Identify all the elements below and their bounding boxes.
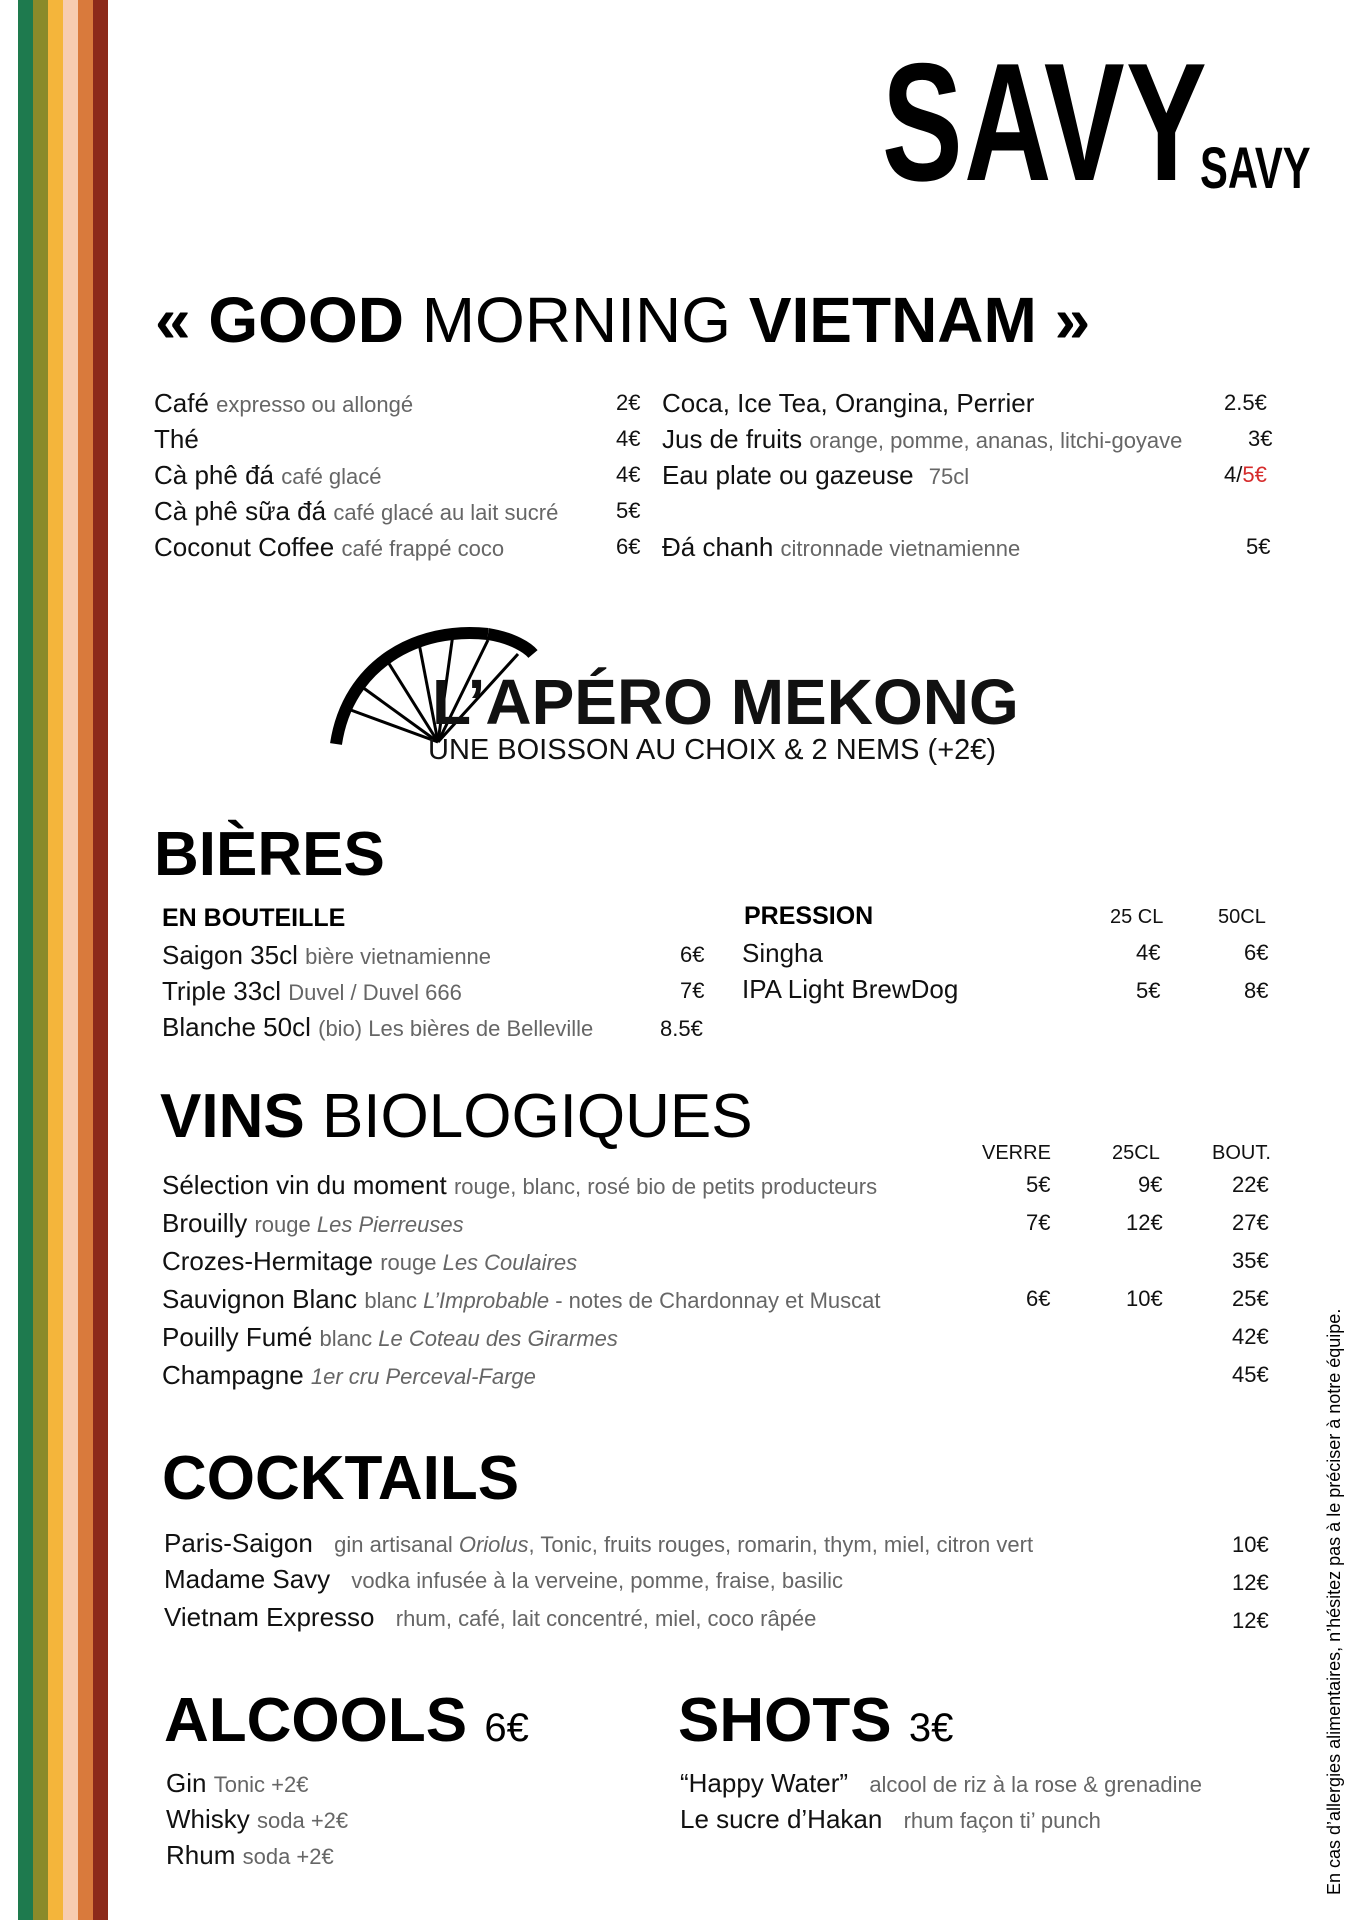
stripe <box>18 0 33 1920</box>
menu-item: Cà phê sữa đá café glacé au lait sucré <box>154 496 559 526</box>
menu-item: Coca, Ice Tea, Orangina, Perrier <box>662 388 1035 418</box>
menu-price: 6€ <box>1244 940 1269 965</box>
column-header-verre: VERRE <box>982 1142 1051 1164</box>
menu-item: Gin Tonic +2€ <box>166 1768 309 1798</box>
menu-price: 4€ <box>616 462 641 487</box>
menu-price: 10€ <box>1126 1286 1163 1311</box>
decorative-stripes <box>18 0 108 1920</box>
stripe <box>93 0 108 1920</box>
menu-price: 6€ <box>616 534 641 559</box>
menu-item: Triple 33cl Duvel / Duvel 666 <box>162 976 462 1006</box>
menu-item: Coconut Coffee café frappé coco <box>154 532 505 562</box>
section-title-alcools: ALCOOLS 6€ <box>164 1686 529 1755</box>
menu-item: Sauvignon Blanc blanc L’Improbable - notes de Chardonnay et Muscat <box>162 1284 881 1314</box>
menu-price: 12€ <box>1126 1210 1163 1235</box>
column-header-50cl: 50CL <box>1218 906 1266 928</box>
menu-item: Whisky soda +2€ <box>166 1804 349 1834</box>
menu-price: 9€ <box>1138 1172 1163 1197</box>
section-title-bieres: BIÈRES <box>154 820 385 889</box>
menu-price: 3€ <box>1248 426 1273 451</box>
menu-price: 45€ <box>1232 1362 1269 1387</box>
menu-price: 5€ <box>1136 978 1161 1003</box>
section-title-cocktails: COCKTAILS <box>162 1444 520 1513</box>
menu-price: 2€ <box>616 390 641 415</box>
allergy-note: En cas d’allergies alimentaires, n’hésitez pas à le préciser à notre équipe. <box>1324 1308 1344 1895</box>
menu-item: Sélection vin du moment rouge, blanc, rosé bio de petits producteurs <box>162 1170 878 1200</box>
menu-item: Đá chanh citronnade vietnamienne <box>662 532 1021 562</box>
menu-price: 7€ <box>1026 1210 1051 1235</box>
section-title-shots: SHOTS 3€ <box>678 1686 954 1755</box>
menu-price: 4€ <box>1136 940 1161 965</box>
subheading-bouteille: EN BOUTEILLE <box>162 904 346 932</box>
menu-item: Crozes-Hermitage rouge Les Coulaires <box>162 1246 578 1276</box>
menu-item: Brouilly rouge Les Pierreuses <box>162 1208 464 1238</box>
stripe <box>78 0 93 1920</box>
menu-price: 8.5€ <box>660 1016 703 1041</box>
menu-price: 7€ <box>680 978 705 1003</box>
menu-price: 2.5€ <box>1224 390 1267 415</box>
menu-item: Le sucre d’Hakan rhum façon ti’ punch <box>680 1804 1101 1834</box>
menu-price: 6€ <box>1026 1286 1051 1311</box>
apero-title: L’APÉRO MEKONG <box>432 666 1019 738</box>
menu-item: Eau plate ou gazeuse 75cl <box>662 460 970 490</box>
menu-price: 42€ <box>1232 1324 1269 1349</box>
subheading-pression: PRESSION <box>744 902 874 930</box>
menu-item: Café expresso ou allongé <box>154 388 414 418</box>
menu-item: Thé <box>154 424 199 454</box>
menu-price: 4/5€ <box>1224 462 1267 487</box>
column-header-25cl: 25 CL <box>1110 906 1164 928</box>
menu-item: Singha <box>742 938 823 968</box>
menu-item: Vietnam Expresso rhum, café, lait concentré, miel, coco râpée <box>164 1602 817 1632</box>
column-header-bouteille: BOUT. <box>1212 1142 1271 1164</box>
stripe <box>33 0 48 1920</box>
menu-item: Pouilly Fumé blanc Le Coteau des Girarmes <box>162 1322 618 1352</box>
menu-price: 8€ <box>1244 978 1269 1003</box>
menu-item: Madame Savy vodka infusée à la verveine, pomme, fraise, basilic <box>164 1564 843 1594</box>
menu-price: 27€ <box>1232 1210 1269 1235</box>
menu-price: 35€ <box>1232 1248 1269 1273</box>
menu-item: Saigon 35cl bière vietnamienne <box>162 940 492 970</box>
menu-item: IPA Light BrewDog <box>742 974 959 1004</box>
menu-price: 10€ <box>1232 1532 1269 1557</box>
brand-logo: SAVY <box>882 28 1209 216</box>
menu-item: Champagne 1er cru Perceval-Farge <box>162 1360 536 1390</box>
section-title-good-morning: « GOOD MORNING VIETNAM » <box>155 284 1091 356</box>
menu-price: 5€ <box>616 498 641 523</box>
menu-item: Jus de fruits orange, pomme, ananas, litchi-goyave <box>662 424 1183 454</box>
menu-item: Cà phê đá café glacé <box>154 460 382 490</box>
menu-price: 25€ <box>1232 1286 1269 1311</box>
column-header-25cl: 25CL <box>1112 1142 1160 1164</box>
menu-price: 4€ <box>616 426 641 451</box>
stripe <box>63 0 78 1920</box>
brand-logo-small: SAVY <box>1200 136 1311 201</box>
section-title-vins: VINS BIOLOGIQUES <box>160 1082 753 1151</box>
menu-price: 22€ <box>1232 1172 1269 1197</box>
menu-price: 5€ <box>1026 1172 1051 1197</box>
menu-price: 5€ <box>1246 534 1271 559</box>
apero-subtitle: UNE BOISSON AU CHOIX & 2 NEMS (+2€) <box>428 734 997 766</box>
menu-item: Paris-Saigon gin artisanal Oriolus, Tonic, fruits rouges, romarin, thym, miel, citron vert <box>164 1528 1034 1558</box>
menu-item: Rhum soda +2€ <box>166 1840 334 1870</box>
menu-price: 6€ <box>680 942 705 967</box>
menu-price: 12€ <box>1232 1608 1269 1633</box>
menu-price: 12€ <box>1232 1570 1269 1595</box>
menu-item: “Happy Water” alcool de riz à la rose & grenadine <box>680 1768 1202 1798</box>
stripe <box>48 0 63 1920</box>
menu-item: Blanche 50cl (bio) Les bières de Belleville <box>162 1012 594 1042</box>
